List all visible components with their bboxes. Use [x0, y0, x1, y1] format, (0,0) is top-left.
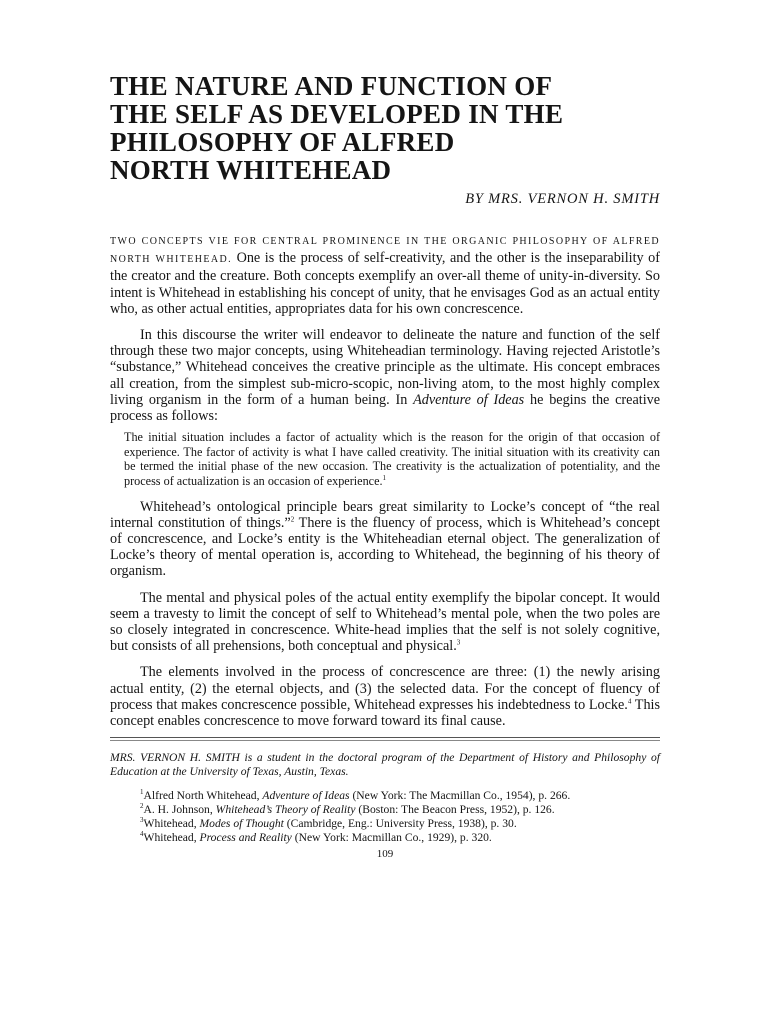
- title-line: THE SELF AS DEVELOPED IN THE: [110, 99, 564, 129]
- book-title: Adventure of Ideas: [413, 391, 525, 408]
- article-title: [110, 72, 660, 184]
- footnote-ref: 3: [456, 638, 461, 647]
- footnote-book-title: Adventure of Ideas: [262, 789, 350, 803]
- footnote-text: Whitehead,: [143, 817, 200, 831]
- footnote-text: (New York: The Macmillan Co., 1954), p. 266.: [349, 789, 571, 803]
- paragraph: [110, 327, 660, 424]
- footnote-text: (New York: Macmillan Co., 1929), p. 320.: [291, 831, 492, 845]
- quote-text: The initial situation includes a factor of actuality which is the reason for the origin of that occasion of experience. The factor of activity is what I have called creativity. The initial situation with its creativity can be termed the initial phase of the new occasion. The creativity is the actualization of potentiality, and the process of actualization is an occasion of experience.: [124, 430, 660, 489]
- title-line: PHILOSOPHY OF ALFRED: [110, 127, 455, 157]
- footnote-ref: 4: [627, 697, 632, 706]
- paragraph-text: In this discourse the writer will endeavor to delineate the nature and function of the self through these two major concepts, using Whiteheadian terminology. Having rejected Aristotle’s “substance,” Whitehead conceives the creative principle as the ultimate. His concept embraces all creation, from the simplest sub-micro-scopic, non-living atom, to the most highly complex living organism in the form of a human being. In: [110, 327, 660, 408]
- footnote-number: 3: [140, 816, 144, 825]
- paragraph-text: One is the process of self-creativity, and the other is the inseparability of the creator and the creature. Both concepts exemplify an over-all theme of unity-in-diversity. So intent is Whitehead in establishing his concept of unity, that he envisages God as an actual entity who, as other actual entities, appropriates data for his own concrescence.: [110, 250, 660, 317]
- footnote-ref: 1: [382, 473, 387, 482]
- footnote: [110, 789, 660, 803]
- footnote: [110, 831, 660, 845]
- footnote-text: A. H. Johnson,: [143, 803, 216, 817]
- footnote-number: 1: [140, 788, 144, 797]
- paragraph: [110, 590, 660, 655]
- footnote-book-title: Process and Reality: [199, 831, 292, 845]
- footnote: [110, 803, 660, 817]
- paragraph-text: The elements involved in the process of concrescence are three: (1) the newly arising actual entity, (2) the eternal objects, and (3) the selected data. For the concept of fluency of process that makes concrescence possible, Whitehead expresses his indebtedness to Locke.: [110, 664, 660, 713]
- author-bio: MRS. VERNON H. SMITH is a student in the doctoral program of the Department of History and Philosophy of Education at the University of Texas, Austin, Texas.: [110, 751, 660, 779]
- block-quote: [124, 430, 660, 488]
- article-body: [110, 232, 660, 729]
- paragraph-text: Whitehead’s ontological principle bears great similarity to Locke’s concept of “the real internal constitution of things.”: [110, 498, 660, 531]
- paragraph: [110, 499, 660, 580]
- paragraph-text: There is the fluency of process, which is Whitehead’s concept of concrescence, and Locke’s entity is the Whiteheadian eternal object. The generalization of Locke’s theory of mental operation is, according to Whitehead, the beginning of his theory of organism.: [110, 514, 660, 580]
- title-line: NORTH WHITEHEAD: [110, 155, 392, 185]
- lead-in-smallcaps: TWO CONCEPTS VIE FOR CENTRAL PROMINENCE IN THE ORGANIC PHILOSOPHY OF ALFRED NORTH WHITEHEAD.: [110, 236, 660, 266]
- footnote-number: 2: [140, 802, 144, 811]
- footnote-number: 4: [140, 830, 144, 839]
- footnote-divider: [110, 737, 660, 738]
- article-page: [110, 72, 660, 860]
- footnote-book-title: Modes of Thought: [199, 817, 284, 831]
- paragraph-text: The mental and physical poles of the actual entity exemplify the bipolar concept. It would seem a travesty to limit the concept of self to Whitehead’s mental pole, when the two poles are so closely integrated in concrescence. White-head implies that the self is not solely cognitive, but consists of all prehensions, both conceptual and physical.: [110, 589, 660, 655]
- footnote: [110, 817, 660, 831]
- footnote-text: Alfred North Whitehead,: [143, 789, 263, 803]
- footnote-ref: 2: [290, 515, 295, 524]
- page-number: 109: [376, 848, 394, 861]
- footnotes: [110, 789, 660, 845]
- paragraph: [110, 664, 660, 729]
- footnote-text: Whitehead,: [143, 831, 200, 845]
- paragraph-text: This concept enables concrescence to move forward toward its final cause.: [110, 696, 661, 730]
- paragraph-text: he begins the creative process as follows:: [110, 391, 661, 425]
- title-line: THE NATURE AND FUNCTION OF: [110, 71, 553, 101]
- footnote-book-title: Whitehead’s Theory of Reality: [215, 803, 356, 817]
- paragraph: [110, 232, 660, 317]
- footnote-divider-secondary: [110, 740, 660, 741]
- author-byline: BY MRS. VERNON H. SMITH: [465, 191, 660, 207]
- footnote-text: (Cambridge, Eng.: University Press, 1938), p. 30.: [283, 817, 517, 831]
- footnote-text: (Boston: The Beacon Press, 1952), p. 126.: [355, 803, 555, 817]
